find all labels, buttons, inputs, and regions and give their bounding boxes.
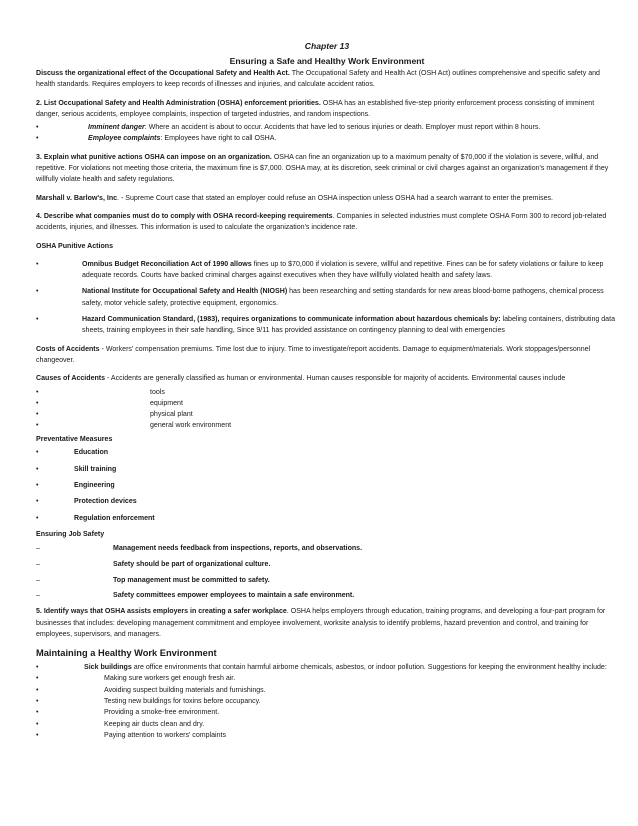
- bullet-icon: •: [36, 664, 39, 672]
- section-heading-maintaining: Maintaining a Healthy Work Environment: [36, 648, 217, 659]
- paragraph-enforcement: [36, 98, 618, 121]
- paragraph-lead: Costs of Accidents: [36, 345, 100, 353]
- paragraph-osha-assists: [36, 606, 618, 640]
- punitive-list: [36, 259, 618, 337]
- bullet-icon: •: [36, 399, 39, 407]
- paragraph-lead: 3. Explain what punitive actions OSHA can impose on an organization.: [36, 153, 272, 161]
- item-text: Keeping air ducts clean and dry.: [104, 720, 205, 728]
- item-text: Providing a smoke-free environment.: [104, 709, 220, 717]
- item-text: Safety should be part of organizational culture.: [113, 560, 271, 568]
- item-text: general work environment: [150, 422, 232, 430]
- item-text: Engineering: [74, 481, 115, 489]
- list-item: [36, 685, 618, 696]
- list-item: [36, 480, 618, 491]
- dash-icon: –: [36, 560, 40, 568]
- paragraph-lead: 4. Describe what companies must do to comply with OSHA record-keeping requirements: [36, 212, 333, 220]
- bullet-icon: •: [36, 260, 39, 268]
- paragraph-text: OSHA has an established five-step priority enforcement process consisting of imminent danger, serious accidents, employee complaints, inspection of targeted industries, and random inspections.: [36, 99, 595, 118]
- healthy-environment-list: [36, 673, 618, 741]
- bullet-icon: •: [36, 411, 39, 419]
- section-heading-preventative: Preventative Measures: [36, 435, 113, 443]
- bullet-icon: •: [36, 686, 39, 694]
- list-item: [36, 447, 618, 458]
- paragraph-lead: 5. Identify ways that OSHA assists employers in creating a safer workplace: [36, 608, 287, 616]
- list-item: [36, 122, 618, 133]
- item-text: Regulation enforcement: [74, 514, 155, 522]
- list-item: [36, 575, 618, 586]
- list-item: [36, 543, 618, 554]
- list-item: [36, 559, 618, 570]
- item-text: equipment: [150, 399, 183, 407]
- sick-buildings-list: [36, 662, 618, 673]
- bullet-icon: •: [36, 675, 39, 683]
- item-text: Skill training: [74, 465, 117, 473]
- section-heading-punitive: [36, 241, 618, 252]
- list-item: [36, 398, 618, 409]
- list-item: [36, 133, 618, 144]
- bullet-icon: •: [36, 498, 39, 506]
- bullet-icon: •: [36, 449, 39, 457]
- list-item: [36, 496, 618, 507]
- item-text: Avoiding suspect building materials and furnishings.: [104, 686, 266, 694]
- paragraph-record-keeping: [36, 211, 618, 234]
- item-lead: Employee complaints: [88, 135, 161, 143]
- paragraph-text: - Accidents are generally classified as human or environmental. Human causes responsible for majority of accidents. Environmental causes include: [105, 375, 566, 383]
- list-item: [36, 590, 618, 601]
- bullet-icon: •: [36, 698, 39, 706]
- list-item: [36, 259, 618, 282]
- bullet-icon: •: [36, 422, 39, 430]
- causes-list: [36, 387, 618, 432]
- bullet-icon: •: [36, 709, 39, 717]
- list-item: [36, 464, 618, 475]
- bullet-icon: •: [36, 731, 39, 739]
- paragraph-marshall: [36, 193, 618, 204]
- item-text: physical plant: [150, 411, 193, 419]
- paragraph-punitive: [36, 152, 618, 186]
- item-text: : Where an accident is about to occur. Accidents that have led to serious injuries or death. Employer must report within 8 hours.: [144, 124, 541, 132]
- document-title: Ensuring a Safe and Healthy Work Environment: [229, 56, 425, 66]
- heading-text: OSHA Punitive Actions: [36, 242, 114, 250]
- item-text: Making sure workers get enough fresh air.: [104, 675, 236, 683]
- item-text: are office environments that contain harmful airborne chemicals, asbestos, or indoor pollution. Suggestions for keeping the environment healthy include:: [131, 664, 607, 672]
- list-item: [36, 513, 618, 524]
- list-item: [36, 719, 618, 730]
- paragraph-lead: Discuss the organizational effect of the Occupational Safety and Health Act.: [36, 70, 290, 77]
- paragraph-osh-act: [36, 68, 618, 91]
- item-text: Safety committees empower employees to maintain a safe environment.: [113, 592, 355, 600]
- list-item: [36, 387, 618, 398]
- dash-icon: –: [36, 592, 40, 600]
- paragraph-text: The Occupational Safety and Health Act (OSH Act) outlines comprehensive and specific safety and health standards. Requires employers to keep records of illnesses and injuries, and calculate accident ratios.: [36, 70, 600, 89]
- list-item: [36, 707, 618, 718]
- item-text: tools: [150, 388, 165, 396]
- section-heading-job-safety: Ensuring Job Safety: [36, 531, 105, 539]
- bullet-icon: •: [36, 388, 39, 396]
- paragraph-text: . - Supreme Court case that stated an employer could refuse an OSHA inspection unless OSHA had a search warrant to enter the premises.: [117, 194, 554, 202]
- paragraph-text: . OSHA helps employers through education, training programs, and developing a four-part program for businesses that includes: developing management commitment and employee involvement, worksite analysis to identify problems, hazard prevention and control, and training for employees, supervisors, and managers.: [36, 608, 606, 638]
- paragraph-lead: Causes of Accidents: [36, 375, 106, 383]
- list-item: [36, 420, 618, 431]
- chapter-label: Chapter 13: [304, 41, 350, 51]
- item-lead: Imminent danger: [88, 124, 145, 132]
- paragraph-lead: Marshall v. Barlow's, Inc: [36, 194, 118, 202]
- item-lead: Hazard Communication Standard, (1983), requires organizations to communicate information about hazardous chemicals by:: [82, 316, 501, 324]
- bullet-icon: •: [36, 316, 39, 324]
- list-item: [36, 730, 618, 741]
- bullet-icon: •: [36, 514, 39, 522]
- list-item: [36, 409, 618, 420]
- item-text: has been researching and setting standards for new areas blood-borne pathogens, chemical process safety, motor vehicle safety, protective equipment, ergonomics.: [82, 288, 604, 307]
- paragraph-text: - Workers' compensation premiums. Time lost due to injury. Time to investigate/report accidents. Damage to equipment/materials. Work stoppages/personnel changeover.: [36, 345, 591, 364]
- item-lead: Sick buildings: [84, 664, 132, 672]
- item-lead: National Institute for Occupational Safety and Health (NIOSH): [82, 288, 288, 296]
- list-item: [36, 662, 618, 673]
- list-item: [36, 286, 618, 309]
- bullet-icon: •: [36, 288, 39, 296]
- item-lead: Omnibus Budget Reconciliation Act of 1990 allows: [82, 260, 252, 268]
- item-text: Management needs feedback from inspections, reports, and observations.: [113, 544, 363, 552]
- item-text: Testing new buildings for toxins before occupancy.: [104, 698, 261, 706]
- bullet-icon: •: [36, 465, 39, 473]
- paragraph-costs: [36, 344, 618, 367]
- preventative-list: [36, 447, 618, 524]
- item-text: Protection devices: [74, 498, 137, 506]
- item-text: labeling containers, distributing data sheets, training employees in their safe handling, Since 9/11 has provided assistance on contingency planning to deal with emergencies: [82, 316, 615, 335]
- bullet-icon: •: [36, 135, 39, 143]
- paragraph-text: OSHA can fine an organization up to a maximum penalty of $70,000 if the violation is severe, willful, and repetitive. For violations not meeting those criteria, the maximum fine is $7,000. OSHA may, at its discretion, seek criminal or civil charges against an organization's management if they willfully violate health and safety regulations.: [36, 153, 609, 184]
- bullet-icon: •: [36, 720, 39, 728]
- bullet-icon: •: [36, 481, 39, 489]
- item-text: Education: [74, 449, 109, 457]
- item-text: Top management must be committed to safety.: [113, 576, 270, 584]
- job-safety-list: [36, 543, 618, 602]
- paragraph-causes: [36, 373, 618, 384]
- enforcement-list: [36, 122, 618, 145]
- item-text: : Employees have right to call OSHA.: [160, 135, 277, 143]
- item-text: fines up to $70,000 if violation is severe, willful and repetitive. Fines can be for safety violations or failure to keep adequate records. Courts have backed criminal charges against executives when they have willfully violated health and safety laws.: [82, 260, 604, 280]
- list-item: [36, 696, 618, 707]
- list-item: [36, 673, 618, 684]
- item-text: Paying attention to workers' complaints: [104, 731, 226, 739]
- dash-icon: –: [36, 544, 40, 552]
- dash-icon: –: [36, 576, 40, 584]
- list-item: [36, 314, 618, 337]
- bullet-icon: •: [36, 124, 39, 132]
- paragraph-text: . Companies in selected industries must complete OSHA Form 300 to record job-related accidents, injuries, and illnesses. This information is used to calculate the organization's incidence rate.: [36, 212, 607, 232]
- paragraph-lead: 2. List Occupational Safety and Health Administration (OSHA) enforcement priorities.: [36, 99, 321, 107]
